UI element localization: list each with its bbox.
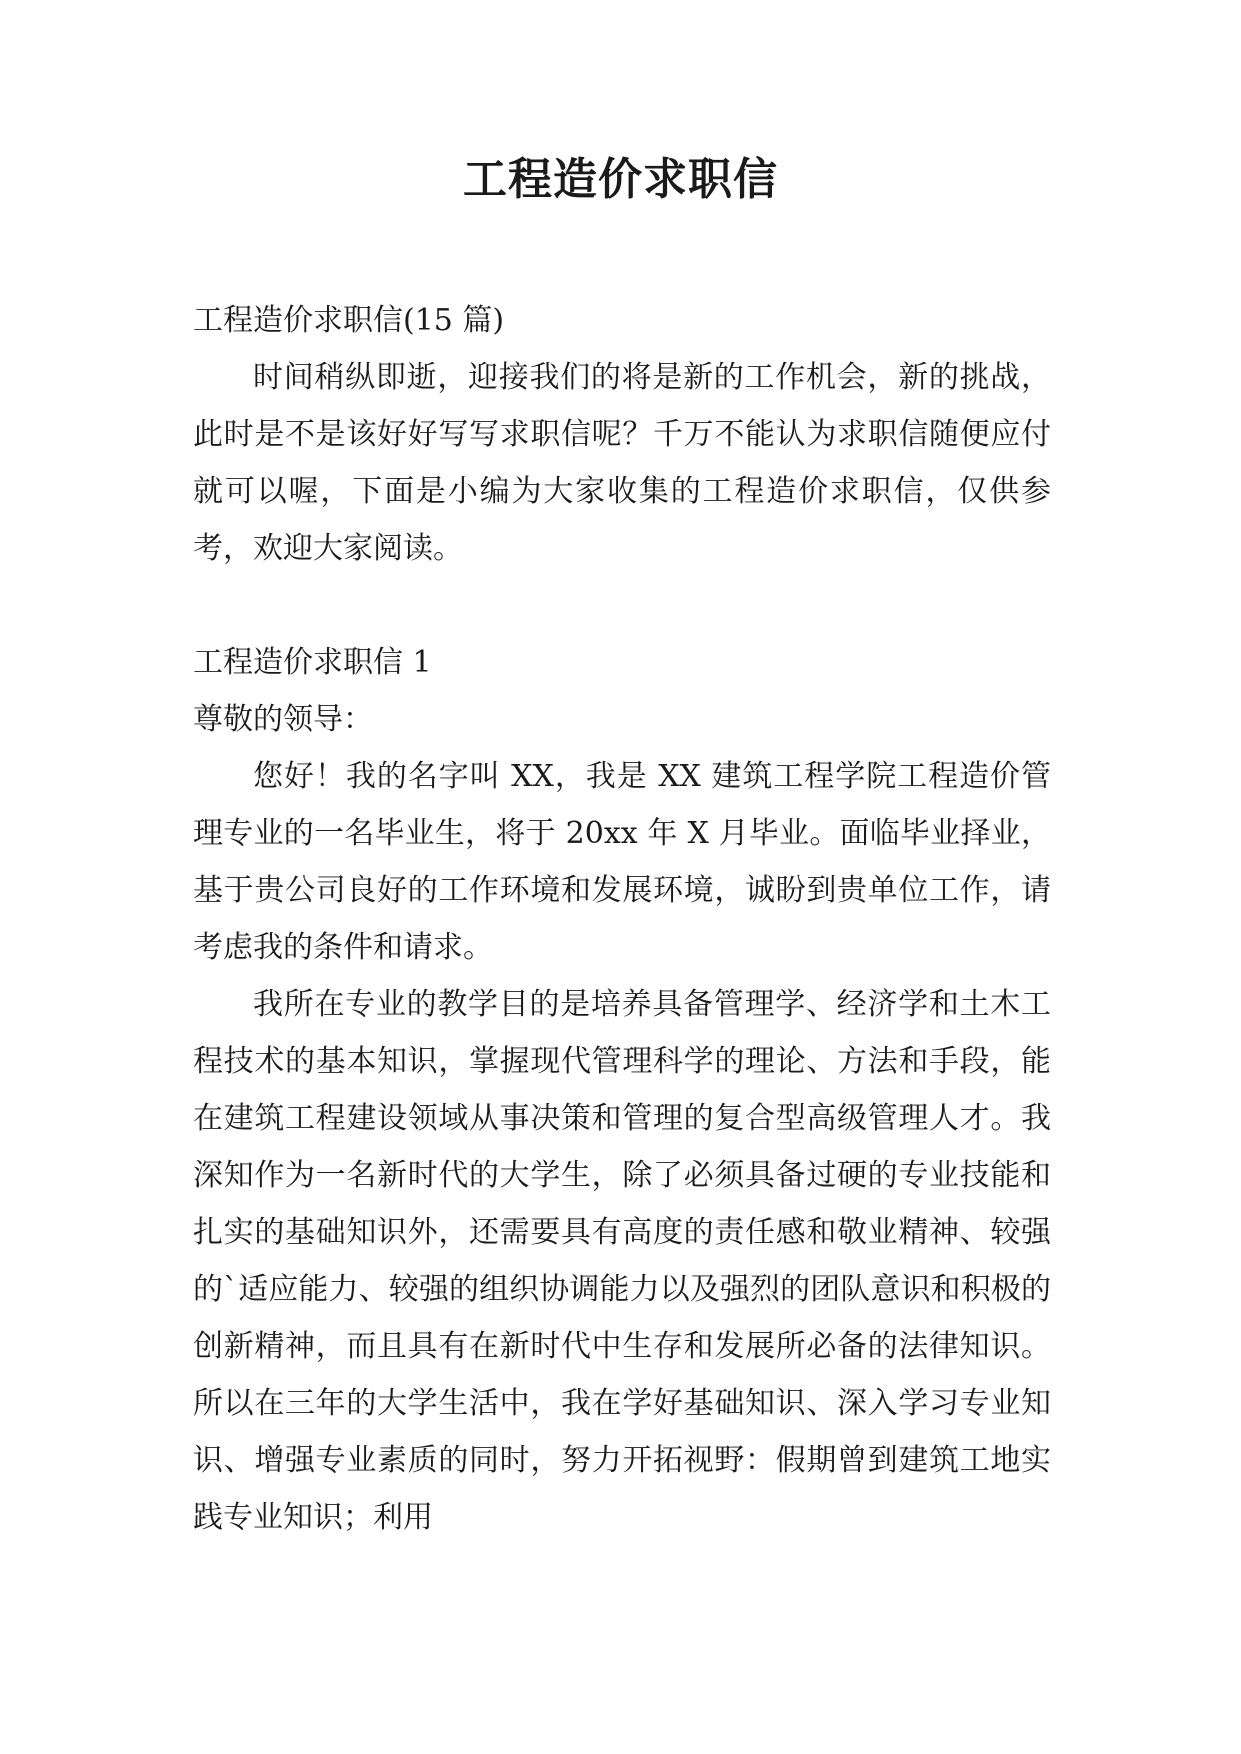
document-body (193, 292, 1051, 1546)
intro-paragraph: 时间稍纵即逝，迎接我们的将是新的工作机会，新的挑战，此时是不是该好好写写求职信呢？千万不能认为求职信随便应付就可以喔，下面是小编为大家收集的工程造价求职信，仅供参考，欢迎大家阅读。 (193, 360, 1051, 566)
salutation: 尊敬的领导： (193, 702, 373, 737)
body-paragraph: 您好！我的名字叫 XX，我是 XX 建筑工程学院工程造价管理专业的一名毕业生，将于 20xx 年 X 月毕业。面临毕业择业，基于贵公司良好的工作环境和发展环境，诚盼到贵单位工作，请考虑我的条件和请求。 (193, 759, 1051, 965)
section-heading: 工程造价求职信 1 (193, 645, 432, 680)
document-title: 工程造价求职信 (463, 154, 778, 205)
paragraph-gap (193, 577, 1051, 634)
document-subtitle: 工程造价求职信(15 篇) (193, 303, 505, 338)
body-paragraph: 我所在专业的教学目的是培养具备管理学、经济学和土木工程技术的基本知识，掌握现代管理科学的理论、方法和手段，能在建筑工程建设领域从事决策和管理的复合型高级管理人才。我深知作为一名新时代的大学生，除了必须具备过硬的专业技能和扎实的基础知识外，还需要具有高度的责任感和敬业精神、较强的`适应能力、较强的组织协调能力以及强烈的团队意识和积极的创新精神，而且具有在新时代中生存和发展所必备的法律知识。所以在三年的大学生活中，我在学好基础知识、深入学习专业知识、增强专业素质的同时，努力开拓视野：假期曾到建筑工地实践专业知识；利用 (193, 987, 1051, 1535)
